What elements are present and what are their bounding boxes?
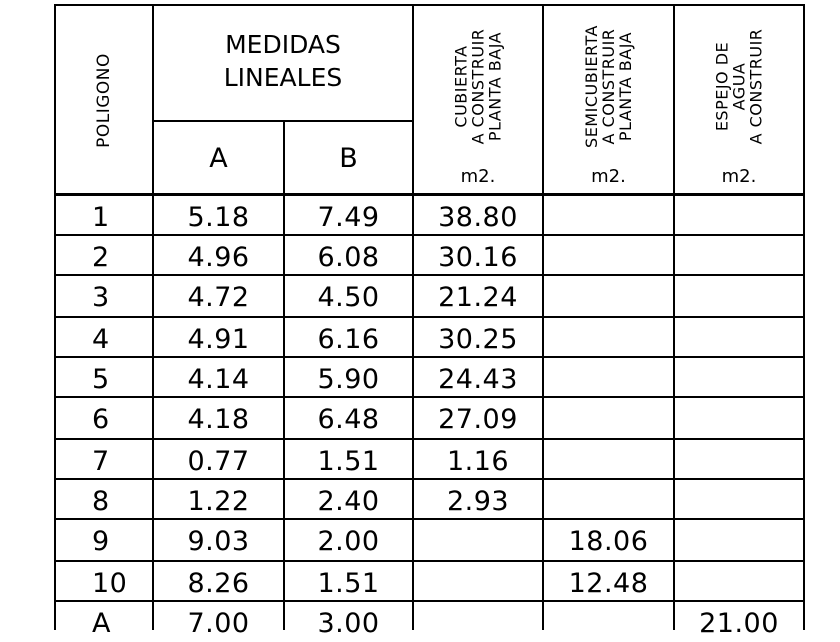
header-semicubierta: [544, 6, 673, 166]
cell-b: 6.08: [317, 241, 380, 273]
column-divider: [283, 120, 285, 630]
header-col-a: [154, 122, 283, 194]
cell-semicubierta: [544, 442, 673, 480]
cell-cubierta: 38.80: [438, 201, 518, 233]
cell-cubierta: 24.43: [438, 363, 518, 395]
cell-cubierta: [414, 564, 542, 602]
cell-semicubierta: [544, 278, 673, 316]
cell-cubierta: 30.16: [438, 241, 518, 273]
cell-a: 0.77: [187, 445, 250, 477]
cell-poligono: 4: [92, 323, 110, 355]
cell-cubierta: 21.24: [438, 281, 518, 313]
cell-a: 4.18: [187, 403, 250, 435]
cell-poligono: 5: [92, 363, 110, 395]
cell-cubierta: [414, 522, 542, 560]
cell-espejo: [675, 442, 803, 480]
cell-a: 9.03: [187, 525, 250, 557]
cell-b: 6.48: [317, 403, 380, 435]
cell-b: 2.40: [317, 485, 380, 517]
cell-semicubierta: [544, 400, 673, 438]
cell-semicubierta: 12.48: [568, 567, 649, 599]
cell-a: 7.00: [187, 607, 250, 639]
header-medidas-line2: LINEALES: [223, 63, 343, 92]
column-divider: [412, 4, 414, 630]
header-semicubierta-unit: m2.: [591, 166, 626, 187]
cell-a: 4.14: [187, 363, 250, 395]
row-divider: [54, 274, 805, 276]
cell-espejo: 21.00: [699, 607, 779, 639]
header-semicubierta-line3: PLANTA BAJA: [616, 31, 635, 141]
cell-espejo: [675, 198, 803, 236]
cell-cubierta: [414, 604, 542, 642]
header-cubierta-line1: CUBIERTA: [451, 44, 471, 128]
header-espejo-line3: A CONSTRUIR: [746, 28, 766, 144]
cell-semicubierta: [544, 482, 673, 520]
row-divider: [54, 234, 805, 236]
row-divider: [54, 316, 805, 318]
cell-semicubierta: [544, 320, 673, 358]
cell-espejo: [675, 278, 803, 316]
cell-cubierta: 1.16: [446, 445, 510, 477]
header-espejo-line2: AGUA: [729, 62, 749, 110]
header-col-b-label: B: [339, 142, 358, 174]
cell-cubierta: 30.25: [438, 323, 518, 355]
cell-poligono: 8: [92, 485, 110, 517]
column-divider: [152, 4, 154, 630]
column-divider: [673, 4, 675, 630]
header-poligono-label: POLIGONO: [93, 52, 114, 148]
column-divider: [803, 4, 805, 630]
header-medidas-line1: MEDIDAS: [225, 30, 341, 59]
header-bottom: [54, 193, 805, 196]
cell-a: 8.26: [187, 567, 250, 599]
cell-poligono: 1: [92, 201, 110, 233]
header-espejo-unit: m2.: [721, 166, 757, 187]
cell-b: 4.50: [317, 281, 380, 313]
cell-b: 7.49: [317, 201, 380, 233]
cell-poligono: 2: [92, 241, 110, 273]
header-espejo-line1: ESPEJO DE: [712, 41, 732, 131]
header-cubierta-line2: A CONSTRUIR: [468, 28, 488, 144]
cell-poligono: 6: [92, 403, 110, 435]
cell-a: 4.91: [187, 323, 250, 355]
cell-espejo: [675, 482, 803, 520]
row-divider: [54, 518, 805, 520]
cell-cubierta: 27.09: [438, 403, 518, 435]
cell-espejo: [675, 320, 803, 358]
row-divider: [54, 396, 805, 398]
row-divider: [54, 478, 805, 480]
cell-semicubierta: [544, 360, 673, 398]
cell-a: 5.18: [187, 201, 250, 233]
header-semicubierta-line1: SEMICUBIERTA: [582, 24, 601, 148]
column-divider: [54, 4, 56, 630]
cell-semicubierta: [544, 238, 673, 276]
cell-b: 2.00: [317, 525, 380, 557]
border-top: [54, 4, 805, 6]
cell-b: 5.90: [317, 363, 380, 395]
cell-a: 4.72: [187, 281, 250, 313]
cell-espejo: [675, 522, 803, 560]
cell-poligono: 9: [92, 525, 110, 557]
header-poligono: [56, 6, 152, 194]
row-divider: [54, 560, 805, 562]
cell-b: 1.51: [317, 567, 380, 599]
cell-a: 1.22: [187, 485, 250, 517]
header-col-a-label: A: [209, 142, 228, 174]
cell-espejo: [675, 238, 803, 276]
cell-poligono: 10: [92, 567, 128, 599]
row-divider: [54, 356, 805, 358]
header-espejo: [675, 6, 803, 166]
cell-espejo: [675, 360, 803, 398]
cell-b: 6.16: [317, 323, 380, 355]
cell-semicubierta: [544, 198, 673, 236]
header-cubierta-line3: PLANTA BAJA: [485, 31, 505, 141]
cell-b: 1.51: [317, 445, 380, 477]
row-divider: [54, 600, 805, 602]
header-cubierta-unit: m2.: [460, 166, 496, 187]
cell-b: 3.00: [317, 607, 380, 639]
cell-poligono: 7: [92, 445, 110, 477]
header-col-b: [285, 122, 412, 194]
header-medidas-lineales: [154, 28, 412, 94]
cell-poligono: A: [92, 607, 111, 639]
cell-poligono: 3: [92, 281, 110, 313]
row-divider: [54, 438, 805, 440]
header-cubierta: [414, 6, 542, 166]
header-semicubierta-line2: A CONSTRUIR: [599, 28, 618, 144]
cell-cubierta: 2.93: [446, 485, 510, 517]
cell-semicubierta: 18.06: [568, 525, 649, 557]
cell-a: 4.96: [187, 241, 250, 273]
cell-espejo: [675, 400, 803, 438]
column-divider: [542, 4, 544, 630]
cell-semicubierta: [544, 604, 673, 642]
cell-espejo: [675, 564, 803, 602]
